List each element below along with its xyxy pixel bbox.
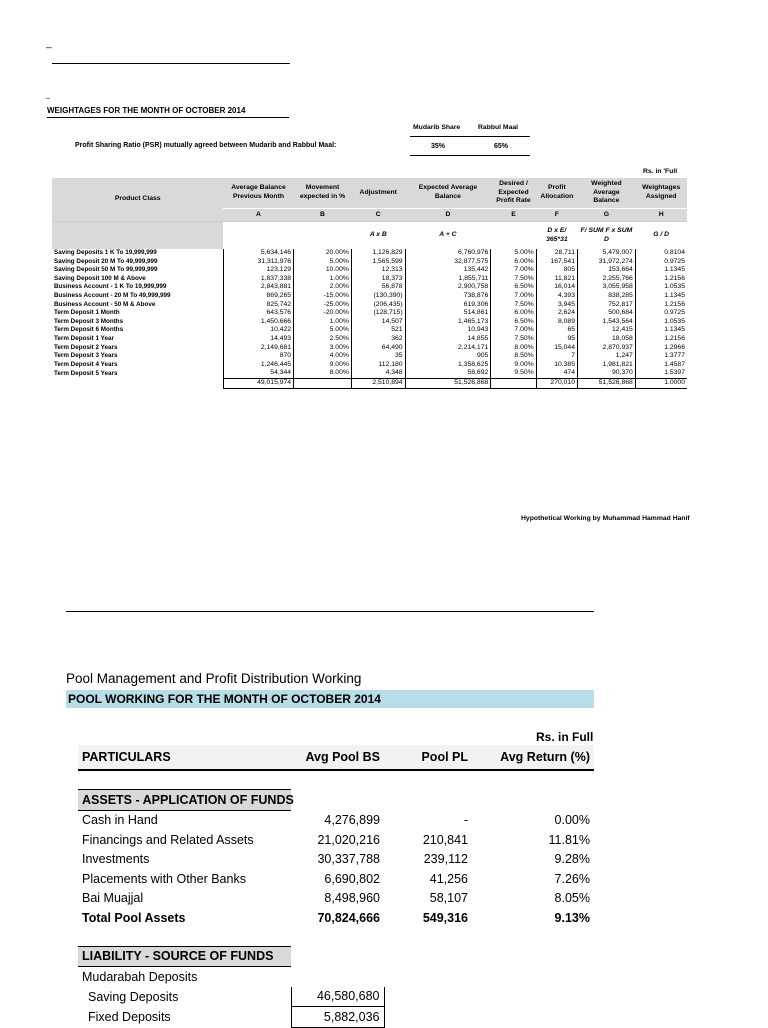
product-name: Business Account - 1 K To 19,999,999 [54,283,167,291]
cell-h: 0.9725 [635,258,687,267]
weightages-row [52,301,687,310]
asset-pool-pl: 210,841 [422,832,468,847]
asset-label: Financings and Related Assets [82,832,254,847]
cell-b: 9.00% [294,361,352,370]
formula-c: A x B [351,222,405,250]
cell-d: 10,943 [405,326,491,335]
cell-d: 32,877,575 [405,258,491,267]
cell-d: 905 [405,352,491,361]
cell-h: 1.1345 [635,292,687,301]
cell-c: 18,373 [351,275,405,284]
cell-b: -15.00% [294,292,352,301]
product-name: Term Deposit 1 Year [54,334,114,342]
asset-row [78,850,594,870]
weightages-row [52,352,687,361]
cell-g: 31,972,274 [578,258,636,267]
cell-f: 65 [536,326,577,335]
col-desired-rate: Desired / Expected Profit Rate [491,178,536,209]
cell-d: 1,855,711 [405,275,491,284]
cell-a: 2,149,681 [223,344,293,353]
cell-e: 7.50% [491,275,536,284]
cell-h: 0.9725 [635,309,687,318]
letter-d: D [405,209,491,222]
weightages-row [52,344,687,353]
cell-e: 7.00% [491,266,536,275]
cell-g: 5,479,007 [578,249,636,258]
cell-c: 362 [351,335,405,344]
share-header-rule [410,136,530,137]
cell-a: 54,344 [223,369,293,378]
asset-avg-bs: 30,337,788 [317,852,380,867]
asset-avg-bs: 8,498,960 [324,891,380,906]
col-avg-balance: Average Balance Previous Month [223,178,293,209]
cell-d: 1,465,173 [405,318,491,327]
total-h: 1.0000 [635,378,687,388]
cell-h: 1.3777 [635,352,687,361]
asset-avg-bs: 6,690,802 [324,871,380,886]
cell-f: 7 [536,352,577,361]
cell-f: 2,624 [536,309,577,318]
cell-f: 10,385 [536,361,577,370]
total-f: 270,010 [536,378,577,388]
asset-avg-bs: 4,276,899 [324,813,380,827]
asset-label: Cash in Hand [82,813,158,828]
cell-d: 135,442 [405,266,491,275]
pool-header-row [78,745,594,770]
pool-currency-note: Rs. in Full [536,730,594,744]
footnote: Hypothetical Working by Muhammad Hammad Hanif [521,515,690,522]
cell-f: 95 [536,335,577,344]
cell-g: 18,058 [578,335,636,344]
letter-b: B [294,209,352,222]
cell-b: 5.00% [294,326,352,335]
asset-avg-return: 8.05% [554,891,590,906]
weightages-total-row [52,378,687,388]
hdr-pool-pl: Pool PL [384,745,472,770]
psr-rabbul-value: 65% [494,143,509,150]
title-mark: _ [46,92,50,99]
letter-e: E [491,209,536,222]
cell-a: 31,311,976 [223,258,293,267]
psr-label: Profit Sharing Ratio (PSR) mutually agreed between Mudarib and Rabbul Maal: [75,142,337,149]
asset-pool-pl: 239,112 [423,852,468,867]
cell-g: 500,684 [578,309,636,318]
cell-f: 3,945 [536,301,577,310]
product-name: Term Deposit 5 Years [54,369,118,377]
cell-a: 1,450,666 [223,318,293,327]
cell-c: 12,313 [351,266,405,275]
letter-f: F [536,209,577,222]
asset-label: Bai Muajjal [82,891,144,906]
cell-a: 643,576 [223,309,293,318]
total-d: 51,526,868 [405,378,491,388]
cell-e: 7.50% [491,301,536,310]
cell-h: 1.2156 [635,275,687,284]
asset-row [78,869,594,889]
cell-h: 1.5397 [635,369,687,378]
formula-g: F/ SUM F x SUM D [578,222,636,250]
total-g: 51,526,868 [578,378,636,388]
cell-d: 58,692 [405,369,491,378]
weightages-row [52,326,687,335]
cell-b: 1.00% [294,275,352,284]
weightages-row [52,361,687,370]
cell-f: 167,541 [536,258,577,267]
asset-row [78,810,594,830]
cell-h: 1.4587 [635,361,687,370]
cell-c: 56,878 [351,283,405,292]
cell-g: 12,415 [578,326,636,335]
cell-g: 2,255,766 [578,275,636,284]
weightages-table [52,178,687,389]
psr-rule [410,155,530,156]
product-name: Business Account - 20 M To 49,999,999 [54,291,171,299]
cell-a: 1,246,445 [223,361,293,370]
asset-pool-pl: 58,107 [429,891,468,906]
col-weightages: Weightages Assigned [635,178,687,209]
asset-label: Investments [82,852,150,867]
formula-h: G / D [635,222,687,250]
cell-c: 14,507 [351,318,405,327]
weightages-row [52,275,687,284]
weightages-title: WEIGHTAGES FOR THE MONTH OF OCTOBER 2014 [47,106,246,115]
total-c: 2,510,894 [351,378,405,388]
cell-h: 1.2966 [635,344,687,353]
cell-g: 153,664 [578,266,636,275]
asset-avg-return: 11.81% [548,832,590,847]
col-product-class: Product Class [52,178,223,222]
cell-g: 90,370 [578,369,636,378]
cell-h: 0.8104 [635,249,687,258]
hdr-particulars: PARTICULARS [78,745,291,770]
cell-h: 1.1345 [635,326,687,335]
liability-heading: LIABILITY - SOURCE OF FUNDS [78,946,291,967]
top-mark: _ [46,38,52,49]
cell-c: 112,180 [351,361,405,370]
product-name: Term Deposit 6 Months [54,326,124,334]
cell-c: (130,390) [351,292,405,301]
deposit-avg-bs: 5,882,036 [291,1007,384,1028]
product-name: Term Deposit 3 Months [54,317,124,325]
weightages-row [52,369,687,378]
weightages-row [52,318,687,327]
cell-a: 869,265 [223,292,293,301]
cell-e: 9.50% [491,369,536,378]
asset-avg-return: 9.28% [554,852,590,867]
cell-e: 8.50% [491,352,536,361]
deposit-label: Fixed Deposits [88,1009,171,1024]
asset-avg-bs: 21,020,216 [317,832,380,847]
product-name: Saving Deposit 20 M To 49,999,999 [54,257,158,265]
cell-g: 3,055,958 [578,283,636,292]
cell-d: 619,306 [405,301,491,310]
cell-a: 123,129 [223,266,293,275]
cell-d: 2,900,758 [405,283,491,292]
cell-h: 1.1345 [635,266,687,275]
cell-b: 8.00% [294,369,352,378]
assets-heading: ASSETS - APPLICATION OF FUNDS [78,790,291,811]
total-a: 49,015,974 [223,378,293,388]
cell-e: 9.00% [491,361,536,370]
cell-e: 7.50% [491,335,536,344]
cell-e: 6.00% [491,309,536,318]
cell-a: 14,493 [223,335,293,344]
cell-d: 14,855 [405,335,491,344]
weightages-row [52,283,687,292]
weightages-row [52,292,687,301]
weightages-row [52,266,687,275]
cell-a: 5,634,146 [223,249,293,258]
cell-f: 28,711 [536,249,577,258]
cell-h: 1.0535 [635,283,687,292]
col-expected-avg: Expected Average Balance [405,178,491,209]
cell-c: 1,126,829 [351,249,405,258]
rabbul-maal-header: Rabbul Maal [478,124,519,131]
cell-c: 64,490 [351,344,405,353]
cell-c: (128,715) [351,309,405,318]
liability-heading-row [78,946,594,967]
cell-b: -25.00% [294,301,352,310]
cell-b: 4.00% [294,352,352,361]
formula-e [491,222,536,250]
cell-d: 738,876 [405,292,491,301]
currency-note: Rs. in 'Full [643,168,678,175]
cell-e: 7.00% [491,326,536,335]
weightages-body [52,249,687,388]
cell-e: 5.00% [491,249,536,258]
cell-e: 7.00% [491,292,536,301]
cell-f: 15,044 [536,344,577,353]
deposit-row [78,987,594,1007]
pool-main-title: Pool Management and Profit Distribution Working [66,671,362,686]
cell-e: 6.00% [491,258,536,267]
formula-b [294,222,352,250]
product-name: Business Account - 50 M & Above [54,300,156,308]
col-profit-allocation: Profit Allocation [536,178,577,209]
weightages-row [52,258,687,267]
col-weighted-avg: Weighted Average Balance [578,178,636,209]
cell-b: 2.50% [294,335,352,344]
cell-g: 2,870,937 [578,344,636,353]
total-assets-label: Total Pool Assets [82,910,186,925]
hdr-avg-pool-bs: Avg Pool BS [291,745,384,770]
hdr-avg-return: Avg Return (%) [472,745,594,770]
cell-b: 2.00% [294,283,352,292]
cell-h: 1.2156 [635,335,687,344]
cell-g: 838,285 [578,292,636,301]
cell-b: -20.00% [294,309,352,318]
deposit-label: Saving Deposits [88,989,179,1004]
product-name: Term Deposit 2 Years [54,343,118,351]
cell-c: 1,565,599 [351,258,405,267]
product-name: Saving Deposit 50 M To 99,999,999 [54,266,158,274]
cell-a: 10,422 [223,326,293,335]
deposit-avg-bs: 46,580,680 [291,987,384,1007]
letter-c: C [351,209,405,222]
top-divider [52,63,290,64]
cell-c: 35 [351,352,405,361]
formula-spacer [52,222,223,250]
asset-row [78,830,594,850]
letter-a: A [223,209,293,222]
cell-a: 1,837,338 [223,275,293,284]
mudarib-share-header: Mudarib Share [413,124,461,131]
pool-body [78,745,594,1027]
cell-c: (206,435) [351,301,405,310]
total-assets-bs: 70,824,666 [317,910,380,925]
total-assets-return: 9.13% [554,910,590,925]
product-name: Term Deposit 3 Years [54,352,118,360]
cell-e: 8.00% [491,344,536,353]
cell-f: 16,014 [536,283,577,292]
product-name: Term Deposit 4 Years [54,360,118,368]
formula-d: A + C [405,222,491,250]
psr-mudarib-value: 35% [431,143,446,150]
cell-b: 3.00% [294,344,352,353]
cell-g: 752,817 [578,301,636,310]
total-assets-pl: 549,316 [422,910,468,925]
product-name: Saving Deposit 100 M & Above [54,274,146,282]
total-b [294,378,352,388]
cell-a: 870 [223,352,293,361]
cell-e: 6.50% [491,318,536,327]
cell-a: 825,742 [223,301,293,310]
cell-f: 474 [536,369,577,378]
mudarabah-label: Mudarabah Deposits [82,969,198,984]
total-assets-row [78,908,594,928]
cell-h: 1.0535 [635,318,687,327]
cell-f: 4,393 [536,292,577,301]
cell-c: 521 [351,326,405,335]
pool-banner: POOL WORKING FOR THE MONTH OF OCTOBER 2014 [66,690,594,708]
asset-row [78,889,594,909]
formula-a [223,222,293,250]
asset-avg-return: 0.00% [554,813,590,827]
col-adjustment: Adjustment [351,178,405,209]
mudarabah-row [78,967,594,987]
assets-heading-row [78,790,594,811]
asset-pool-pl: - [463,813,468,827]
cell-b: 1.00% [294,318,352,327]
weightages-row [52,249,687,258]
formula-f: D x E/ 365*31 [536,222,577,250]
cell-d: 6,760,976 [405,249,491,258]
cell-g: 1,247 [578,352,636,361]
cell-g: 1,543,564 [578,318,636,327]
cell-e: 6.50% [491,283,536,292]
cell-b: 20.00% [294,249,352,258]
cell-d: 2,214,171 [405,344,491,353]
cell-h: 1.2156 [635,301,687,310]
asset-avg-return: 7.26% [554,871,590,886]
cell-d: 514,861 [405,309,491,318]
cell-f: 805 [536,266,577,275]
title-underline [47,117,289,118]
cell-b: 5.00% [294,258,352,267]
total-e [491,378,536,388]
cell-c: 4,348 [351,369,405,378]
col-movement: Movement expected in % [294,178,352,209]
cell-a: 2,843,881 [223,283,293,292]
asset-pool-pl: 41,256 [429,871,468,886]
cell-d: 1,358,625 [405,361,491,370]
product-name: Saving Deposits 1 K To 19,999,999 [54,249,157,256]
cell-f: 8,089 [536,318,577,327]
letter-h: H [635,209,687,222]
letter-g: G [578,209,636,222]
product-name: Term Deposit 1 Month [54,309,120,317]
pool-table [78,745,594,1028]
cell-b: 10.00% [294,266,352,275]
cell-f: 11,821 [536,275,577,284]
section-divider [66,611,594,612]
cell-g: 1,981,821 [578,361,636,370]
asset-label: Placements with Other Banks [82,871,246,886]
weightages-row [52,335,687,344]
weightages-row [52,309,687,318]
